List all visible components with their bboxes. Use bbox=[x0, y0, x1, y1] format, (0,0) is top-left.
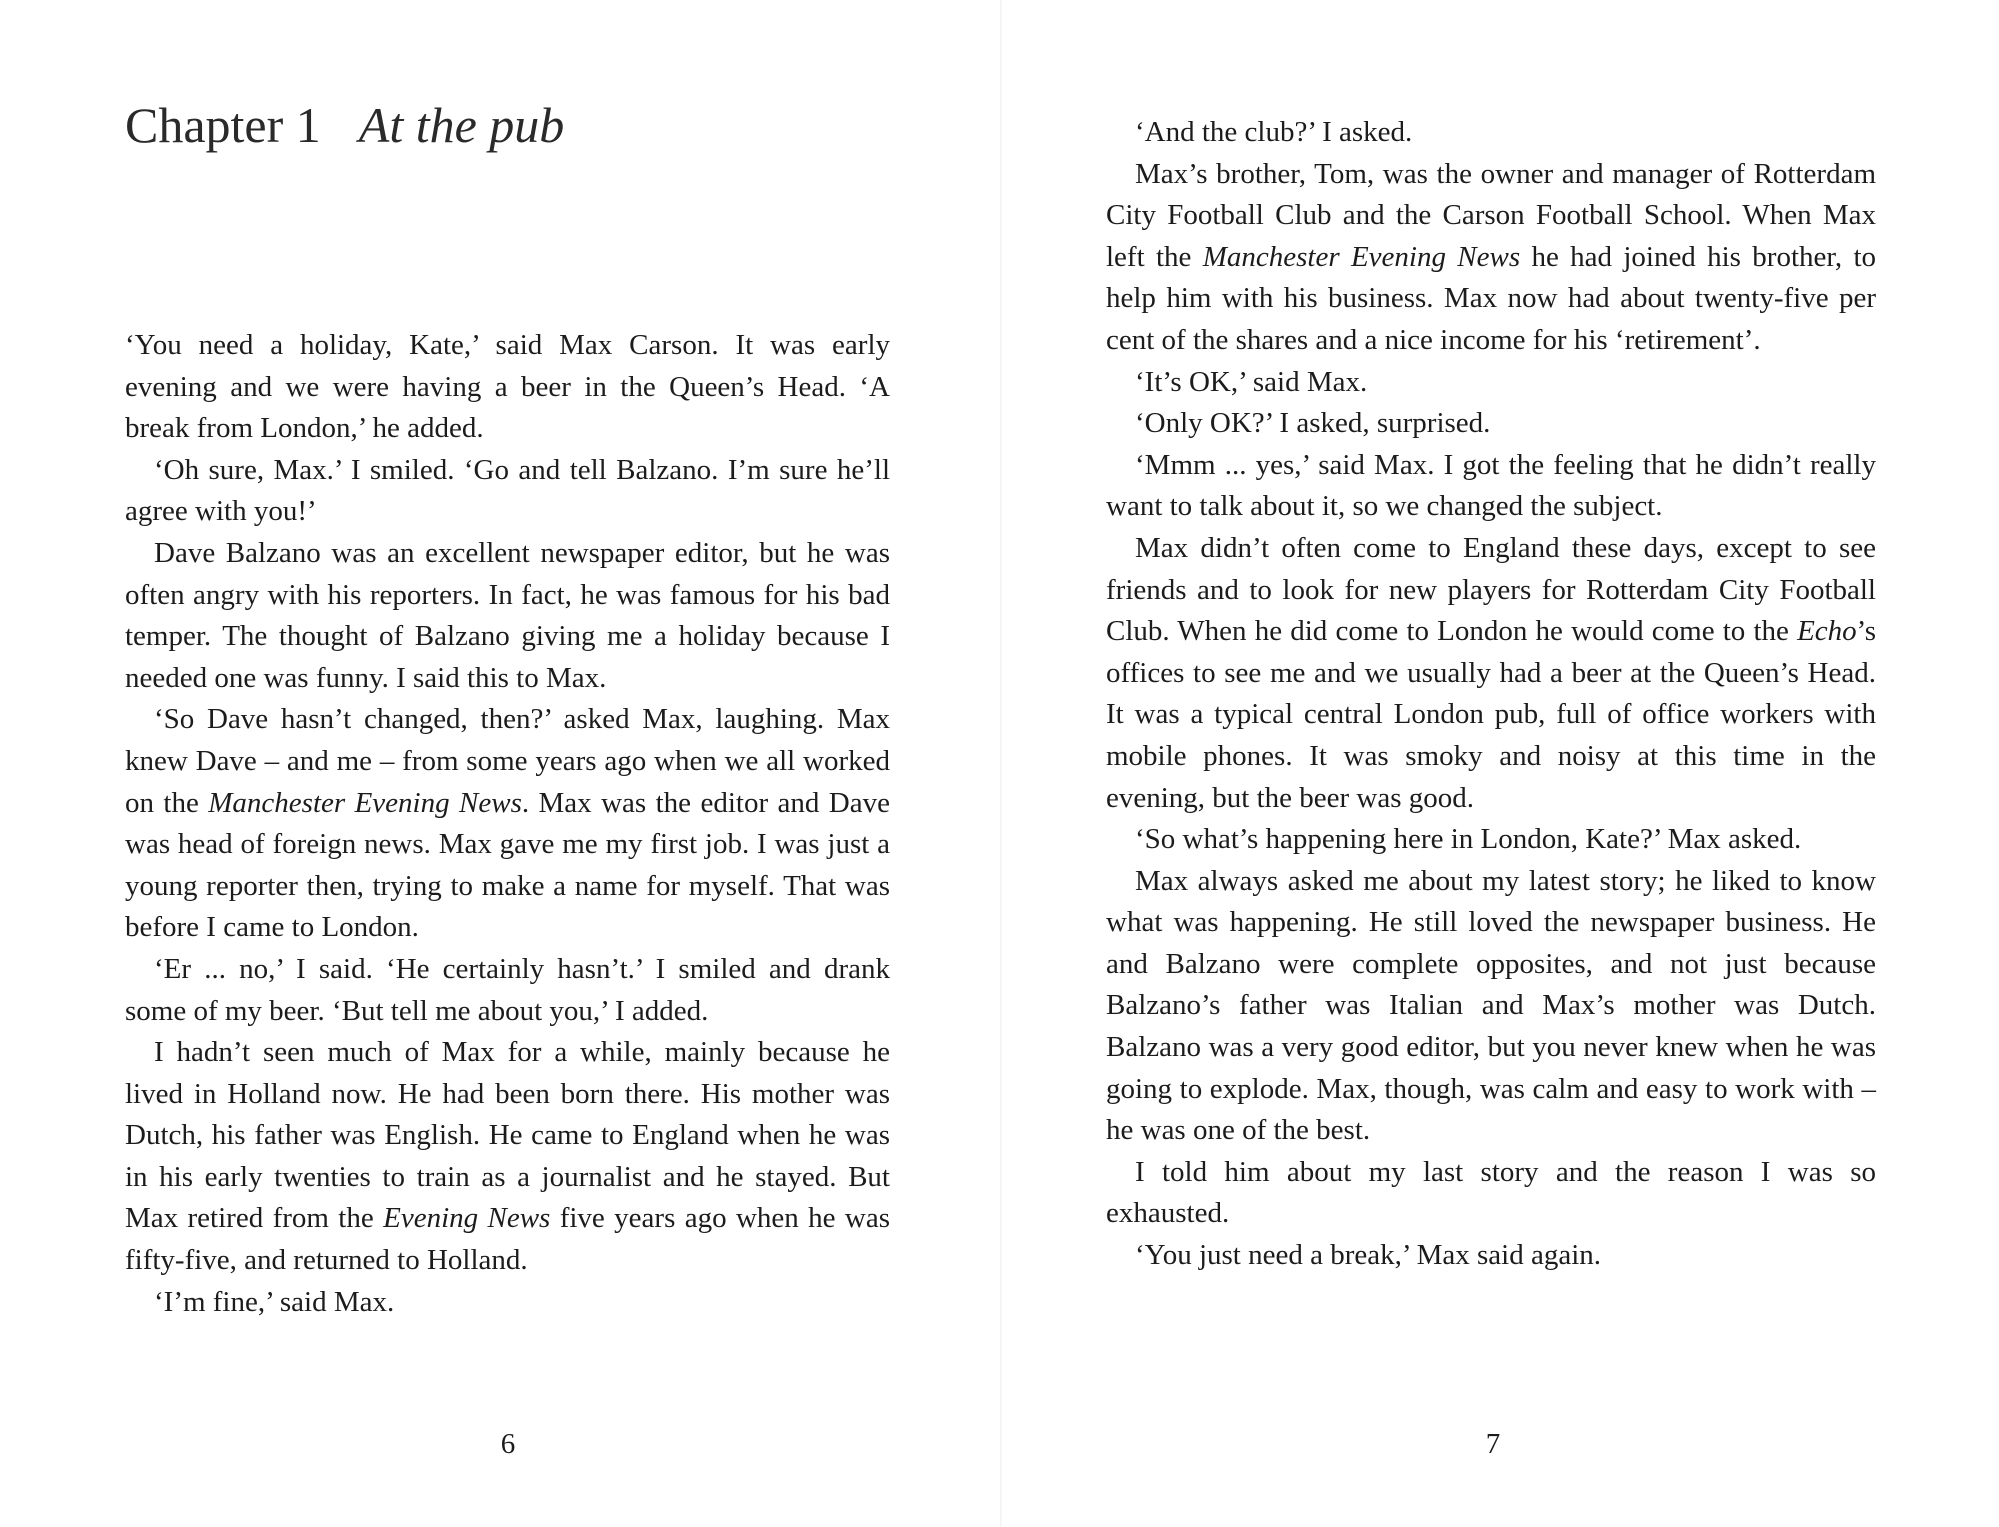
paragraph-text: Max’s brother, Tom, was the owner and manager of Rotterdam City Football Club and the Carson Football School. When Max left the bbox=[1106, 157, 1876, 273]
paragraph: ‘You need a holiday, Kate,’ said Max Carson. It was early evening and we were having a beer in the Queen’s Head. ‘A break from London,’ he added. bbox=[125, 329, 890, 445]
right-page-body bbox=[1106, 112, 1876, 1277]
paragraph bbox=[125, 699, 890, 949]
paragraph-text: ‘So Dave hasn’t changed, then?’ asked Max, laughing. Max knew Dave – and me – from some years ago when we all worked on the bbox=[125, 703, 890, 819]
chapter-heading bbox=[125, 95, 564, 155]
paragraph: ‘You just need a break,’ Max said again. bbox=[1135, 1239, 1602, 1272]
paragraph: ‘So what’s happening here in London, Kate?’ Max asked. bbox=[1135, 823, 1802, 856]
paragraph: ‘Mmm ... yes,’ said Max. I got the feeling that he didn’t really want to talk about it, so we changed the subject. bbox=[1106, 448, 1876, 523]
paragraph-text: he had joined his brother, to help him with his business. Max now had about twenty-five per cent of the shares and a nice income for his ‘retirement’. bbox=[1106, 240, 1876, 356]
paragraph bbox=[1106, 154, 1876, 362]
paragraph-text: Max didn’t often come to England these days, except to see friends and to look for new players for Rotterdam City Football Club. When he did come to London he would come to the bbox=[1106, 531, 1876, 648]
chapter-title: At the pub bbox=[358, 97, 565, 153]
paragraph: ‘Er ... no,’ I said. ‘He certainly hasn’t.’ I smiled and drank some of my beer. ‘But tell me about you,’ I added. bbox=[125, 952, 890, 1027]
paragraph: Dave Balzano was an excellent newspaper editor, but he was often angry with his reporters. In fact, he was famous for his bad temper. The thought of Balzano giving me a holiday because I needed one was funny. I said this to Max. bbox=[125, 536, 890, 694]
paragraph-text: five years ago when he was fifty-five, and returned to Holland. bbox=[125, 1202, 890, 1277]
publication-title: Evening News bbox=[383, 1202, 551, 1235]
paragraph: ‘Oh sure, Max.’ I smiled. ‘Go and tell Balzano. I’m sure he’ll agree with you!’ bbox=[125, 453, 890, 528]
chapter-number: Chapter 1 bbox=[125, 97, 321, 153]
paragraph: ‘It’s OK,’ said Max. bbox=[1135, 365, 1368, 398]
paragraph: I told him about my last story and the reason I was so exhausted. bbox=[1106, 1155, 1876, 1230]
right-page bbox=[1002, 0, 1999, 1527]
page-number: 6 bbox=[500, 1428, 516, 1460]
paragraph: ‘Only OK?’ I asked, surprised. bbox=[1135, 407, 1491, 440]
publication-title: Manchester Evening News bbox=[1202, 240, 1521, 273]
left-page-body bbox=[125, 325, 890, 1323]
paragraph: Max always asked me about my latest story; he liked to know what was happening. He still loved the newspaper business. He and Balzano were complete opposites, and not just because Balzano’s father was Italian and Max’s mother was Dutch. Balzano was a very good editor, but you never knew when he was going to explode. Max, though, was calm and easy to work with – he was one of the best. bbox=[1106, 864, 1876, 1147]
page-number: 7 bbox=[1485, 1428, 1501, 1460]
paragraph bbox=[125, 1032, 890, 1282]
publication-title: Echo bbox=[1797, 615, 1857, 648]
paragraph bbox=[1106, 528, 1876, 819]
paragraph-text: . Max was the editor and Dave was head of foreign news. Max gave me my first job. I was just a young reporter then, trying to make a name for myself. That was before I came to London. bbox=[125, 786, 890, 944]
paragraph-text: ’s offices to see me and we usually had a beer at the Queen’s Head. It was a typical central London pub, full of office workers with mobile phones. It was smoky and noisy at this time in the evening, but the beer was good. bbox=[1106, 615, 1876, 814]
paragraph: ‘And the club?’ I asked. bbox=[1135, 116, 1413, 148]
paragraph: ‘I’m fine,’ said Max. bbox=[154, 1285, 395, 1318]
publication-title: Manchester Evening News bbox=[208, 786, 522, 819]
paragraph-text: I hadn’t seen much of Max for a while, mainly because he lived in Holland now. He had been born there. His mother was Dutch, his father was English. He came to England when he was in his early twenties to train as a journalist and he stayed. But Max retired from the bbox=[125, 1036, 890, 1235]
